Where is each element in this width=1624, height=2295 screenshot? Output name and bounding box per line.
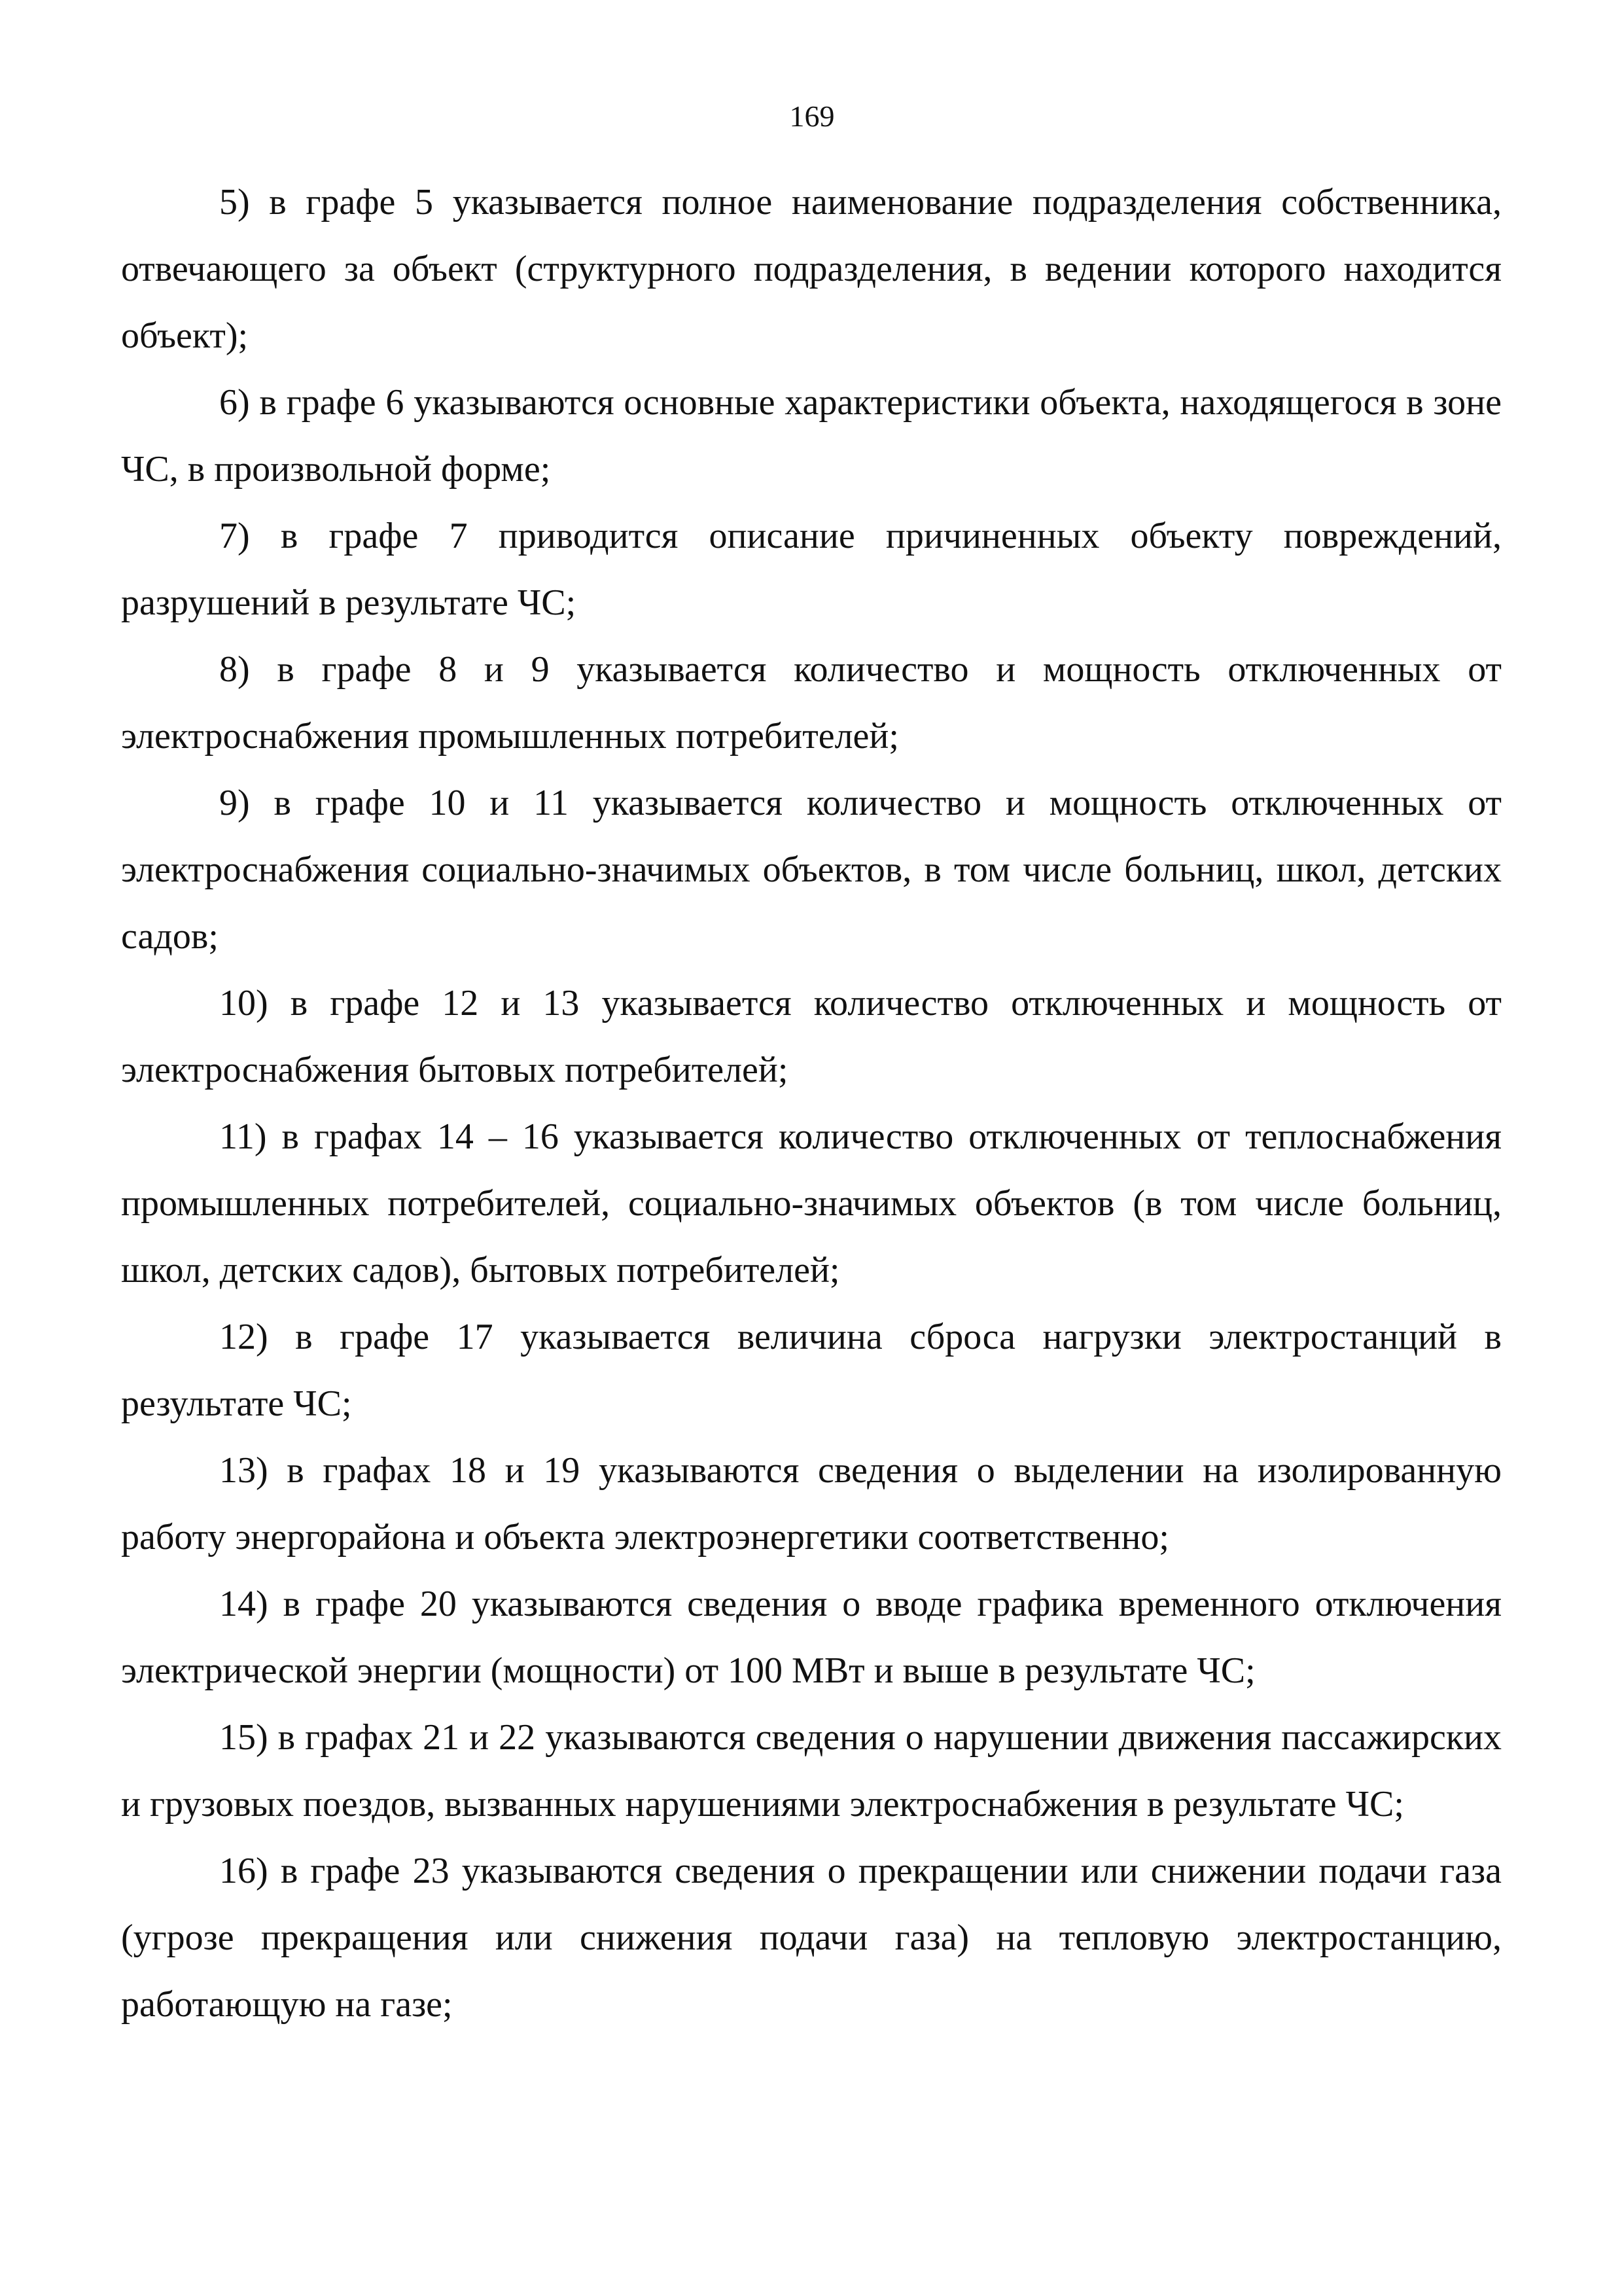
list-item: 11) в графах 14 – 16 указывается количество отключенных от теплоснабжения промышленных потребителей, социально-значимых объектов (в том числе больниц, школ, детских садов), бытовых потребителей; — [121, 1116, 1502, 1290]
list-item: 15) в графах 21 и 22 указываются сведения о нарушении движения пассажирских и грузовых поездов, вызванных нарушениями электроснабжения в результате ЧС; — [121, 1717, 1502, 1824]
document-body — [121, 169, 1502, 2038]
list-item: 16) в графе 23 указываются сведения о прекращении или снижении подачи газа (угрозе прекращения или снижения подачи газа) на тепловую электростанцию, работающую на газе; — [121, 1851, 1502, 2025]
list-item: 12) в графе 17 указывается величина сброса нагрузки электростанций в результате ЧС; — [121, 1317, 1502, 1424]
list-item: 13) в графах 18 и 19 указываются сведения о выделении на изолированную работу энергорайона и объекта электроэнергетики соответственно; — [121, 1450, 1502, 1557]
page-number: 169 — [789, 99, 835, 133]
list-item: 9) в графе 10 и 11 указывается количество и мощность отключенных от электроснабжения социально-значимых объектов, в том числе больниц, школ, детских садов; — [121, 783, 1502, 957]
list-item: 6) в графе 6 указываются основные характеристики объекта, находящегося в зоне ЧС, в произвольной форме; — [121, 382, 1502, 489]
list-item: 8) в графе 8 и 9 указывается количество и мощность отключенных от электроснабжения промышленных потребителей; — [121, 649, 1502, 756]
list-item: 5) в графе 5 указывается полное наименование подразделения собственника, отвечающего за объект (структурного подразделения, в ведении которого находится объект); — [121, 182, 1502, 356]
list-item: 7) в графе 7 приводится описание причиненных объекту повреждений, разрушений в результате ЧС; — [121, 516, 1502, 623]
list-item: 10) в графе 12 и 13 указывается количество отключенных и мощность от электроснабжения бытовых потребителей; — [121, 983, 1502, 1090]
list-item: 14) в графе 20 указываются сведения о вводе графика временного отключения электрической энергии (мощности) от 100 МВт и выше в результате ЧС; — [121, 1584, 1502, 1691]
